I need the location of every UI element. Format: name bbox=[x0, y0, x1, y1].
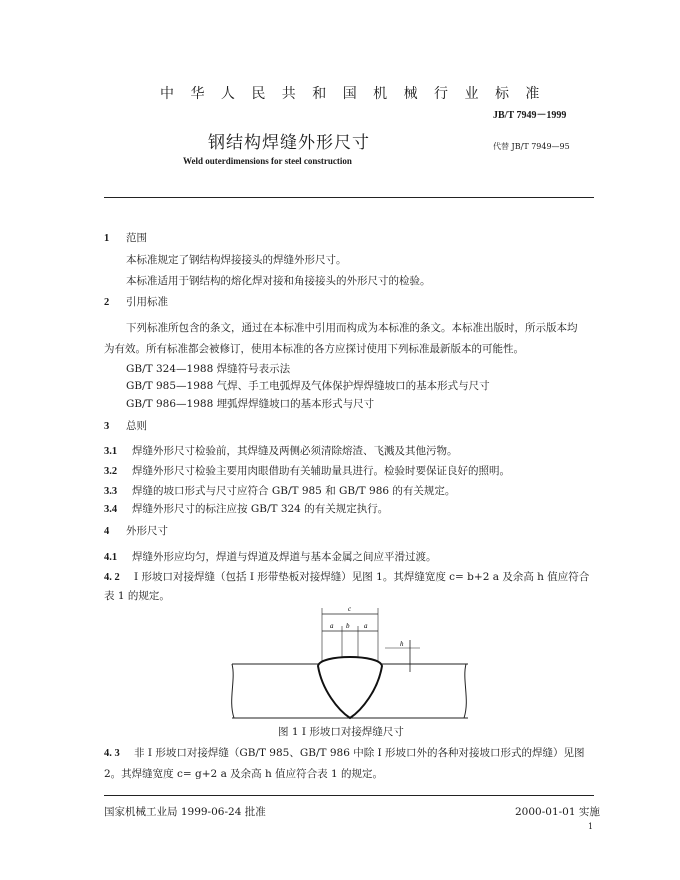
approval-note: 国家机械工业局 1999-06-24 批准 bbox=[104, 806, 266, 818]
clause-number: 4. 2 bbox=[104, 572, 120, 583]
clause bbox=[104, 443, 458, 458]
implementation-date: 2000-01-01 实施 bbox=[515, 806, 600, 818]
reference-item: GB/T 986—1988 埋弧焊焊缝坡口的基本形式与尺寸 bbox=[126, 398, 375, 410]
section-number: 2 bbox=[104, 297, 110, 308]
plate-break-right bbox=[464, 664, 466, 718]
clause-text: I 形坡口对接焊缝（包括 I 形带垫板对接焊缝）见图 1。其焊缝宽度 c= b+2 a 及余高 h 值应符合 bbox=[134, 571, 590, 583]
clause bbox=[104, 549, 437, 564]
section-number: 1 bbox=[104, 233, 110, 244]
section-title: 外形尺寸 bbox=[126, 525, 168, 537]
clause bbox=[104, 569, 589, 584]
label-b: b bbox=[346, 622, 350, 630]
clause-number: 3.2 bbox=[104, 466, 118, 477]
label-a-right: a bbox=[364, 622, 368, 630]
page-number: 1 bbox=[588, 822, 594, 831]
clause bbox=[104, 463, 510, 478]
clause-number: 3.3 bbox=[104, 486, 118, 497]
section-number: 3 bbox=[104, 421, 110, 432]
standard-number: JB/T 7949－1999 bbox=[493, 110, 567, 121]
paragraph: 为有效。所有标准都会被修订，使用本标准的各方应探讨使用下列标准最新版本的可能性。 bbox=[104, 343, 524, 355]
clause bbox=[104, 483, 455, 498]
clause-number: 4.1 bbox=[104, 552, 118, 563]
paragraph: 表 1 的规定。 bbox=[104, 590, 170, 602]
clause-text: 焊缝的坡口形式与尺寸应符合 GB/T 985 和 GB/T 986 的有关规定。 bbox=[132, 485, 456, 497]
footer-divider bbox=[104, 795, 594, 796]
paragraph: 本标准规定了钢结构焊接接头的焊缝外形尺寸。 bbox=[126, 254, 347, 266]
section-title: 范围 bbox=[126, 232, 147, 244]
weld-bead bbox=[318, 657, 382, 718]
clause-text: 焊缝外形尺寸的标注应按 GB/T 324 的有关规定执行。 bbox=[132, 503, 389, 515]
issuing-body-heading: 中 华 人 民 共 和 国 机 械 行 业 标 准 bbox=[160, 86, 546, 102]
section-3-heading bbox=[104, 418, 147, 433]
paragraph: 下列标准所包含的条文，通过在本标准中引用而构成为本标准的条文。本标准出版时，所示版本均 bbox=[126, 322, 578, 334]
clause-number: 4. 3 bbox=[104, 748, 120, 759]
clause-text: 非 I 形坡口对接焊缝（GB/T 985、GB/T 986 中除 I 形坡口外的各种对接坡口形式的焊缝）见图 bbox=[134, 747, 585, 759]
label-c: c bbox=[348, 605, 352, 613]
figure-1-weld-diagram bbox=[230, 600, 470, 720]
plate-break-left bbox=[232, 664, 234, 718]
section-2-heading bbox=[104, 294, 168, 309]
section-1-heading bbox=[104, 230, 147, 245]
clause-number: 3.1 bbox=[104, 446, 118, 457]
label-a-left: a bbox=[330, 622, 334, 630]
label-h: h bbox=[400, 640, 404, 648]
document-title-english: Weld outerdimensions for steel construction bbox=[183, 156, 352, 166]
section-number: 4 bbox=[104, 526, 110, 537]
section-4-heading bbox=[104, 523, 168, 538]
figure-caption: 图 1 I 形坡口对接焊缝尺寸 bbox=[278, 726, 404, 738]
paragraph: 2。其焊缝宽度 c= g+2 a 及余高 h 值应符合表 1 的规定。 bbox=[104, 768, 383, 780]
replaces-standard: 代替 JB/T 7949—95 bbox=[493, 142, 570, 151]
clause bbox=[104, 745, 585, 760]
reference-item: GB/T 324—1988 焊缝符号表示法 bbox=[126, 363, 291, 375]
header-divider bbox=[104, 197, 594, 198]
clause bbox=[104, 501, 388, 516]
clause-text: 焊缝外形应均匀，焊道与焊道及焊道与基本金属之间应平滑过渡。 bbox=[132, 551, 437, 563]
reference-item: GB/T 985—1988 气焊、手工电弧焊及气体保护焊焊缝坡口的基本形式与尺寸 bbox=[126, 380, 490, 392]
section-title: 总则 bbox=[126, 420, 147, 432]
clause-text: 焊缝外形尺寸检验前，其焊缝及两侧必须清除熔渣、飞溅及其他污物。 bbox=[132, 445, 458, 457]
paragraph: 本标准适用于钢结构的熔化焊对接和角接接头的外形尺寸的检验。 bbox=[126, 275, 431, 287]
section-title: 引用标准 bbox=[126, 296, 168, 308]
clause-text: 焊缝外形尺寸检验主要用肉眼借助有关辅助量具进行。检验时要保证良好的照明。 bbox=[132, 465, 510, 477]
clause-number: 3.4 bbox=[104, 504, 118, 515]
document-title-chinese: 钢结构焊缝外形尺寸 bbox=[208, 133, 370, 153]
